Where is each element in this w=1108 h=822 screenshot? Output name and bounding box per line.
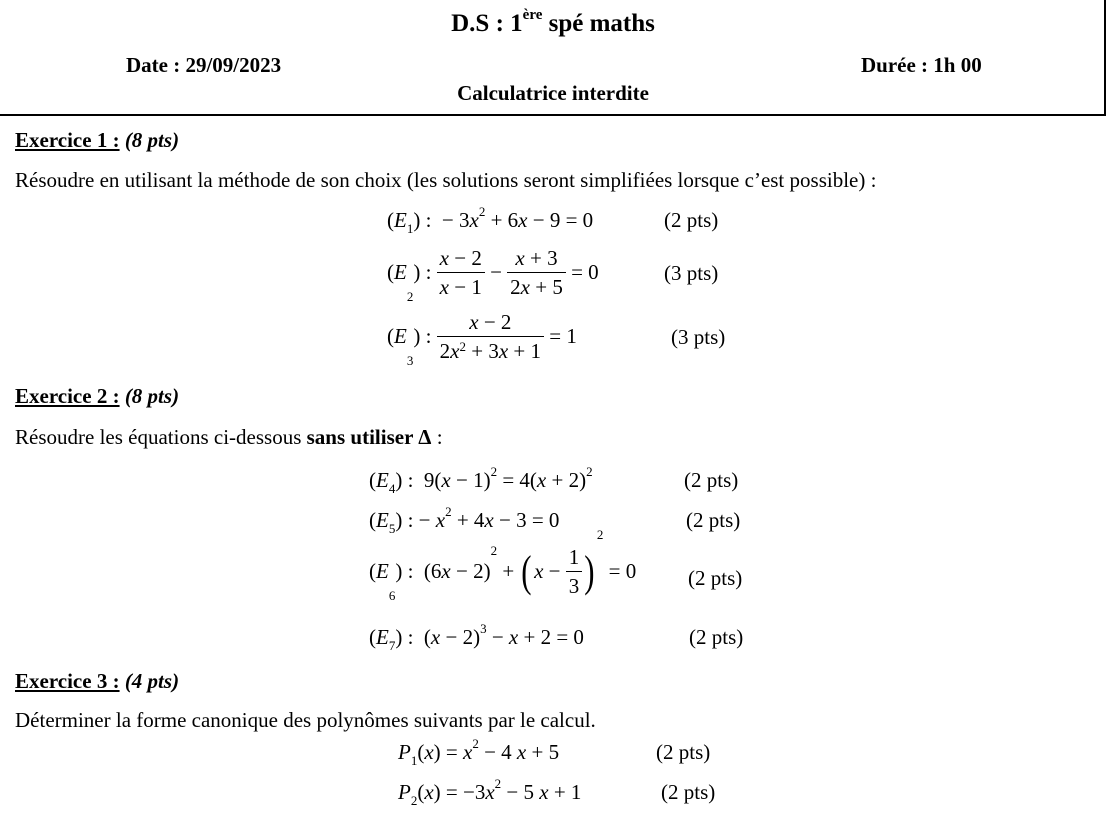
exercise-1-title: Exercice 1 : (8 pts) bbox=[15, 128, 180, 152]
equation-e4: (E4) : $9(x - 1)^2 = 4(x + 2)^2$ bbox=[369, 464, 593, 496]
exam-duration: Durée : 1h 00 bbox=[861, 53, 982, 77]
exercise-2-title: Exercice 2 : (8 pts) bbox=[15, 384, 180, 408]
equation-e7-points: (2 pts) bbox=[689, 625, 744, 649]
equation-e1-points: (2 pts) bbox=[664, 208, 719, 232]
equation-e3-points: (3 pts) bbox=[671, 325, 726, 349]
exam-date: Date : 29/09/2023 bbox=[126, 53, 282, 77]
document-title: D.S : 1ère spé maths bbox=[451, 7, 655, 37]
equation-e5-points: (2 pts) bbox=[686, 508, 741, 532]
equation-e2: (E2) : $\frac{x - 2}{x - 1}$ − $\frac{x + 3}{2x + 5}$ = 0 bbox=[387, 246, 599, 304]
polynomial-p2: $P2(x) = -3x^2 - 5$ x + 1 bbox=[398, 776, 582, 808]
equation-e6: (E6) : $(6x - 2)^2$ + ( x − $\frac{1}{3}$ )$^2$ = 0 bbox=[369, 527, 637, 603]
polynomial-p2-points: (2 pts) bbox=[661, 780, 716, 804]
equation-e1: (E1) : − $3x^2 + 6x - 9 = 0$ bbox=[387, 204, 594, 236]
calculator-note: Calculatrice interdite bbox=[457, 81, 649, 105]
exercise-3-instruction: Déterminer la forme canonique des polynômes suivants par le calcul. bbox=[15, 708, 596, 732]
equation-e5: (E5) : − $x^2 + 4x - 3 = 0$ bbox=[369, 504, 560, 536]
polynomial-p1-points: (2 pts) bbox=[656, 740, 711, 764]
exercise-1-instruction: Résoudre en utilisant la méthode de son choix (les solutions seront simplifiées lorsque c’est possible) : bbox=[15, 168, 877, 192]
exercise-2-instruction: Résoudre les équations ci-dessous sans utiliser Δ : bbox=[15, 425, 443, 449]
exercise-3-title: Exercice 3 : (4 pts) bbox=[15, 669, 180, 693]
equation-e2-points: (3 pts) bbox=[664, 261, 719, 285]
equation-e4-points: (2 pts) bbox=[684, 468, 739, 492]
polynomial-p1: $P1(x) = x^2 - 4$ x + 5 bbox=[398, 736, 560, 768]
equation-e7: (E7) : $(x - 2)^3 - x + 2 = 0$ bbox=[369, 621, 584, 653]
equation-e6-points: (2 pts) bbox=[688, 566, 743, 590]
equation-e3: (E3) : $\frac{x - 2}{2x^2 + 3x + 1}$ = 1 bbox=[387, 310, 577, 368]
